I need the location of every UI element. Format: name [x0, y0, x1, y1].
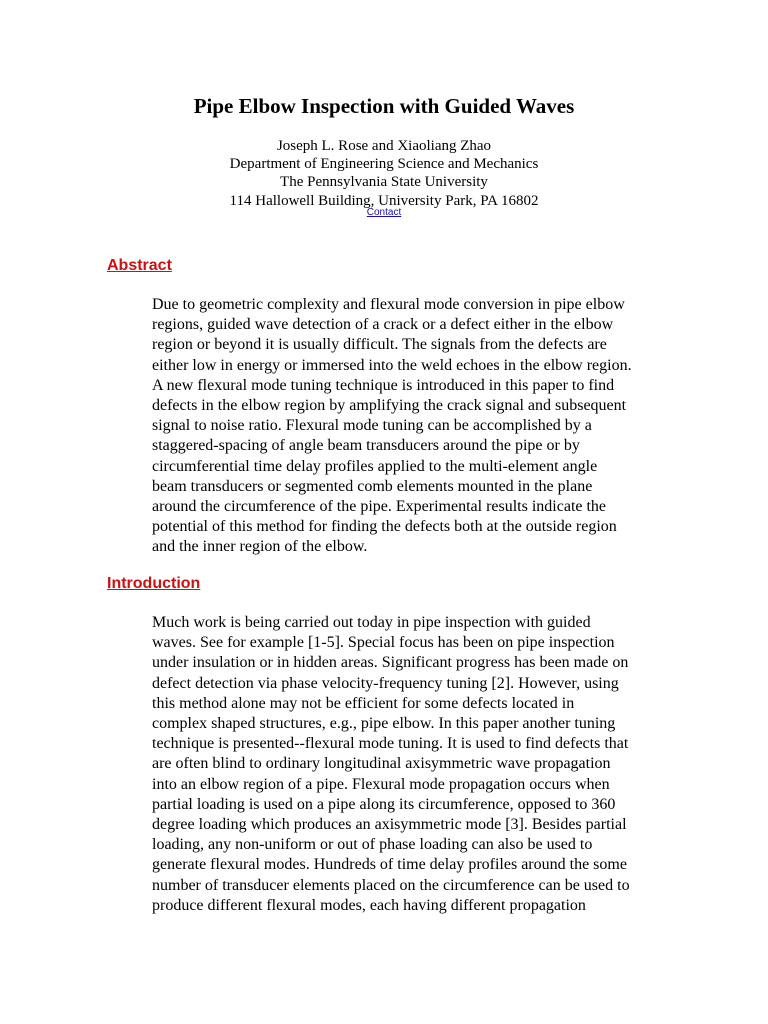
abstract-text-line: signal to noise ratio. Flexural mode tuning can be accomplished by a [152, 417, 592, 435]
abstract-text-line: circumferential time delay profiles applied to the multi-element angle [152, 457, 598, 475]
introduction-text-line: produce different flexural modes, each having different propagation [152, 896, 586, 914]
introduction-text-line: this method alone may not be efficient for some defects located in [152, 694, 575, 712]
introduction-text-line: waves. See for example [1-5]. Special focus has been on pipe inspection [152, 634, 615, 652]
introduction-text-line: generate flexural modes. Hundreds of time delay profiles around the some [152, 856, 627, 874]
abstract-text-line: region or beyond it is usually difficult. The signals from the defects are [152, 336, 607, 354]
introduction-text-line: into an elbow region of a pipe. Flexural mode propagation occurs when [152, 775, 610, 793]
contact-link[interactable]: Contact [366, 207, 402, 218]
introduction-text-line: complex shaped structures, e.g., pipe elbow. In this paper another tuning [152, 715, 616, 733]
abstract-paragraph [152, 295, 682, 558]
introduction-heading: Introduction [107, 575, 201, 592]
author-department: Department of Engineering Science and Mechanics [229, 156, 539, 173]
introduction-text-line: partial loading is used on a pipe along its circumference, opposed to 360 [152, 795, 616, 813]
introduction-text-line: technique is presented--flexural mode tuning. It is used to find defects that [152, 735, 629, 753]
abstract-text-line: potential of this method for finding the defects both at the outside region [152, 518, 617, 536]
introduction-text-line: degree loading which produces an axisymmetric mode [3]. Besides partial [152, 816, 627, 834]
introduction-paragraph [152, 613, 682, 916]
author-address: 114 Hallowell Building, University Park, PA 16802 [229, 192, 539, 209]
abstract-text-line: defects in the elbow region by amplifying the crack signal and subsequent [152, 397, 627, 415]
contact-row [0, 207, 768, 219]
abstract-text-line: Due to geometric complexity and flexural mode conversion in pipe elbow [152, 296, 625, 313]
author-university: The Pennsylvania State University [280, 174, 488, 191]
paper-title: Pipe Elbow Inspection with Guided Waves [193, 94, 575, 118]
introduction-text-line: defect detection via phase velocity-frequency tuning [2]. However, using [152, 674, 619, 692]
introduction-text-line: under insulation or in hidden areas. Significant progress has been made on [152, 654, 629, 672]
abstract-text-line: either low in energy or immersed into the weld echoes in the elbow region. [152, 356, 632, 374]
introduction-text-line: loading, any non-uniform or out of phase loading can also be used to [152, 836, 593, 854]
author-names: Joseph L. Rose and Xiaoliang Zhao [276, 138, 492, 154]
abstract-text-line: A new flexural mode tuning technique is introduced in this paper to find [152, 376, 615, 394]
abstract-text-line: and the inner region of the elbow. [152, 538, 368, 556]
introduction-text-line: are often blind to ordinary longitudinal axisymmetric wave propagation [152, 755, 611, 773]
abstract-text-line: staggered-spacing of angle beam transducers around the pipe or by [152, 437, 580, 455]
introduction-text-line: number of transducer elements placed on the circumference can be used to [152, 876, 630, 894]
abstract-text-line: regions, guided wave detection of a crack or a defect either in the elbow [152, 316, 614, 334]
abstract-text-line: beam transducers or segmented comb elements mounted in the plane [152, 477, 593, 495]
introduction-text-line: Much work is being carried out today in pipe inspection with guided [152, 614, 591, 631]
abstract-heading: Abstract [107, 257, 172, 274]
author-block [0, 137, 768, 210]
abstract-text-line: around the circumference of the pipe. Experimental results indicate the [152, 498, 607, 516]
